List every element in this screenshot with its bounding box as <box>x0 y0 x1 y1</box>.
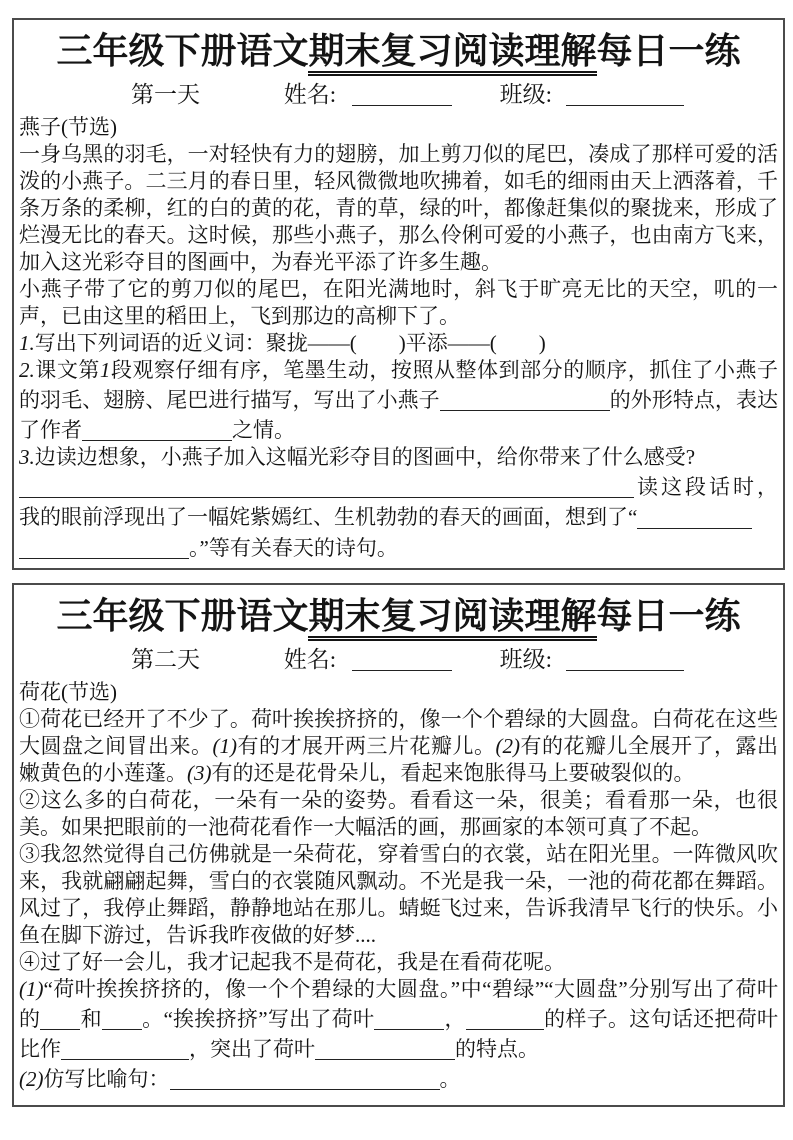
question-marker: (1) <box>212 734 237 759</box>
passage-title: 荷花(节选) <box>19 680 117 705</box>
page-title <box>19 590 778 642</box>
answer-blank <box>19 475 634 498</box>
passage-paragraph-2: 小燕子带了它的剪刀似的尾巴，在阳光满地时，斜飞于旷亮无比的天空，叽的一声，已由这里的稻田上，飞到那边的高柳下了。 <box>19 277 778 329</box>
passage-paragraph-2: ②这么多的白荷花，一朵有一朵的姿势。看看这一朵，很美；看看那一朵，也很美。如果把眼前的一池荷花看作一大幅活的画，那画家的本领可真了不起。 <box>19 788 778 840</box>
question-marker: 3. <box>19 445 35 470</box>
answer-blank <box>19 536 189 559</box>
answer-blank <box>40 1007 80 1030</box>
name-label: 姓名: <box>283 82 337 108</box>
class-blank <box>566 81 684 106</box>
question-marker: 1 <box>99 358 111 383</box>
class-label: 班级: <box>499 82 553 108</box>
question-3-answer: 读这段话时，我的眼前浮现出了一幅姹紫嫣红、生机勃勃的春天的画面，想到了“ <box>19 475 778 530</box>
day-label: 第一天 <box>131 82 200 108</box>
header-row <box>19 77 778 112</box>
answer-blank <box>466 1007 544 1030</box>
class-label: 班级: <box>499 647 553 673</box>
name-blank <box>352 81 452 106</box>
name-blank <box>352 646 452 671</box>
question-marker: 2. <box>19 358 35 383</box>
answer-blank <box>315 1037 455 1060</box>
question-marker: (3) <box>187 761 212 786</box>
day-label: 第二天 <box>131 647 200 673</box>
title-post: 每日一练 <box>596 596 741 636</box>
question-2: (2)仿写比喻句： 。 <box>19 1067 461 1092</box>
question-2: 2.课文第1段观察仔细有序，笔墨生动，按照从整体到部分的顺序，抓住了小燕子的羽毛、翅膀、尾巴进行描写，写出了小燕子 的外形特点，表达了作者 之情。 <box>19 358 779 443</box>
question-marker: (1) <box>19 977 44 1002</box>
answer-blank <box>374 1007 444 1030</box>
title-pre: 三年级下册语文 <box>56 31 309 71</box>
question-3-answer-end: 。”等有关春天的诗句。 <box>19 532 778 562</box>
name-label: 姓名: <box>283 647 337 673</box>
class-blank <box>566 646 684 671</box>
answer-blank <box>440 388 610 411</box>
worksheet-page <box>0 18 793 1140</box>
passage-paragraph-1: ①荷花已经开了不少了。荷叶挨挨挤挤的，像一个个碧绿的大圆盘。白荷花在这些大圆盘之间冒出来。(1)有的才展开两三片花瓣儿。(2)有的花瓣儿全展开了，露出嫩黄色的小莲蓬。(3)有的还是花骨朵儿，看起来饱胀得马上要破裂似的。 <box>19 707 778 786</box>
passage-paragraph-1: 一身乌黑的羽毛，一对轻快有力的翅膀，加上剪刀似的尾巴，凑成了那样可爱的活泼的小燕子。二三月的春日里，轻风微微地吹拂着，如毛的细雨由天上洒落着，千条万条的柔柳，红的白的黄的花，青的草，绿的叶，都像赶集似的聚拢来，形成了烂漫无比的春天。这时候，那些小燕子，那么伶俐可爱的小燕子，也由南方飞来，加入这光彩夺目的图画中，为春光平添了许多生趣。 <box>19 142 778 275</box>
question-3: 3.边读边想象，小燕子加入这幅光彩夺目的图画中，给你带来了什么感受? <box>19 445 696 470</box>
passage-body <box>19 706 778 1093</box>
answer-blank <box>637 505 752 528</box>
header-row <box>19 642 778 677</box>
question-marker: (2) <box>495 734 520 759</box>
answer-blank <box>102 1007 142 1030</box>
worksheet-day1 <box>12 18 785 570</box>
title-post: 每日一练 <box>596 31 741 71</box>
page-title <box>19 25 778 77</box>
answer-blank <box>82 418 232 441</box>
answer-blank <box>170 1067 440 1090</box>
passage-title: 燕子(节选) <box>19 115 117 140</box>
question-1: 1.写出下列词语的近义词：聚拢——( )平添——( ) <box>19 331 546 356</box>
passage-body <box>19 141 778 561</box>
question-marker: 1. <box>19 331 35 356</box>
question-marker: (2) <box>19 1067 44 1092</box>
title-underlined: 期末复习阅读理解 <box>308 31 596 76</box>
title-pre: 三年级下册语文 <box>56 596 309 636</box>
worksheet-day2 <box>12 583 785 1107</box>
question-1: (1)“荷叶挨挨挤挤的，像一个个碧绿的大圆盘。”中“碧绿”“大圆盘”分别写出了荷叶的 和 。“挨挨挤挤”写出了荷叶 ， 的样子。这句话还把荷叶比作 ，突出了荷叶 的特点。 <box>19 977 779 1062</box>
title-underlined: 期末复习阅读理解 <box>308 596 596 641</box>
answer-blank <box>61 1037 189 1060</box>
passage-paragraph-3: ③我忽然觉得自己仿佛就是一朵荷花，穿着雪白的衣裳，站在阳光里。一阵微风吹来，我就翩翩起舞，雪白的衣裳随风飘动。不光是我一朵，一池的荷花都在舞蹈。风过了，我停止舞蹈，静静地站在那儿。蜻蜓飞过来，告诉我清早飞行的快乐。小鱼在脚下游过，告诉我昨夜做的好梦.... <box>19 842 778 948</box>
passage-paragraph-4: ④过了好一会儿，我才记起我不是荷花，我是在看荷花呢。 <box>19 950 565 975</box>
